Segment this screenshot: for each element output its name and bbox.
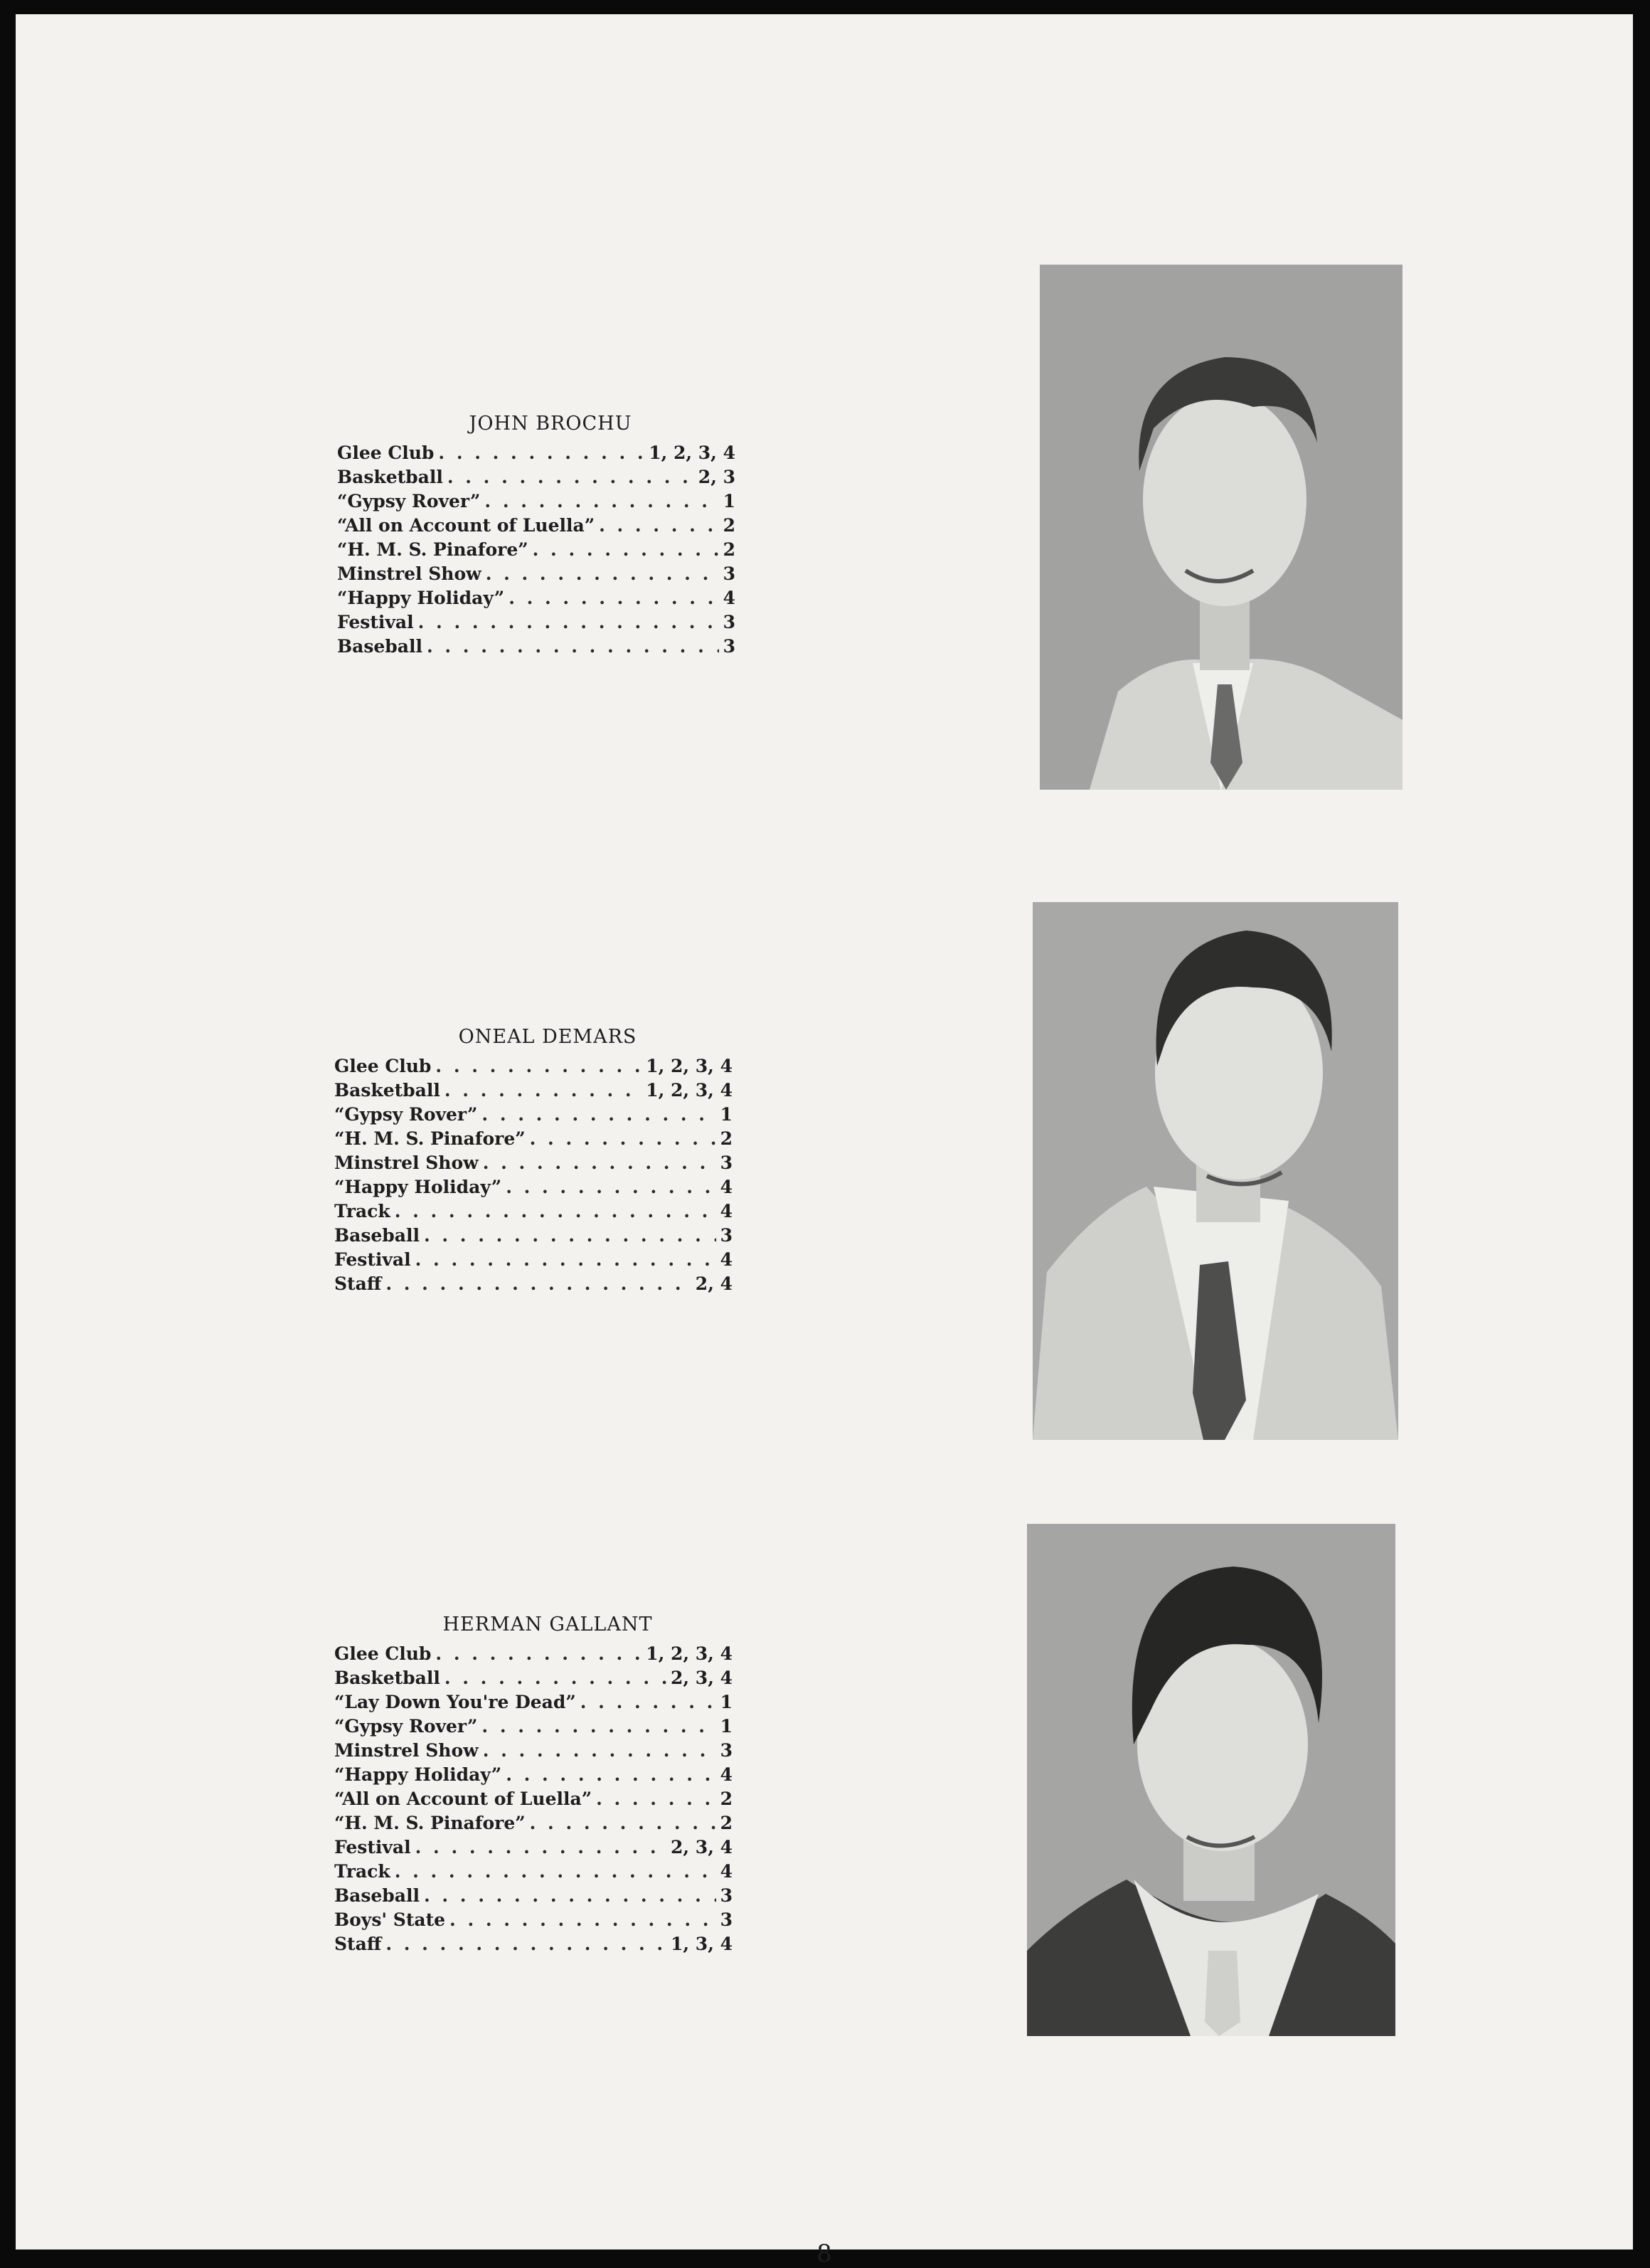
dot-leader (506, 1175, 715, 1199)
activity-years: 2, 3, 4 (671, 1668, 733, 1688)
activity-name: Festival (334, 1837, 411, 1858)
dot-leader (449, 1908, 716, 1932)
activity-years: 1 (720, 1716, 733, 1737)
dot-leader (435, 1642, 642, 1666)
activity-name: Staff (334, 1934, 382, 1954)
activity-years: 3 (720, 1909, 733, 1930)
activity-name: Track (334, 1861, 390, 1882)
activity-years: 2 (720, 1789, 733, 1809)
activity-years: 4 (720, 1249, 733, 1270)
dot-leader (418, 610, 719, 635)
dot-leader (435, 1054, 642, 1079)
activity-years: 1, 2, 3, 4 (649, 443, 735, 463)
dot-leader (481, 1715, 715, 1739)
dot-leader (530, 1127, 716, 1151)
dot-leader (486, 562, 719, 586)
activity-years: 2 (723, 515, 735, 536)
activity-name: Minstrel Show (337, 563, 481, 584)
activity-name: Minstrel Show (334, 1152, 479, 1173)
activity-name: “H. M. S. Pinafore” (337, 539, 528, 560)
activity-years: 3 (720, 1740, 733, 1761)
dot-leader (596, 1787, 716, 1811)
activity-years: 2 (720, 1813, 733, 1833)
activity-name: Minstrel Show (334, 1740, 479, 1761)
activity-years: 4 (720, 1764, 733, 1785)
portrait-silhouette-icon (1027, 1524, 1395, 2036)
activity-years: 2, 3 (698, 467, 735, 487)
activity-row (334, 1666, 733, 1690)
activity-row (334, 1151, 733, 1175)
activity-list (334, 1054, 733, 1296)
student-entry-oneal-demars (334, 1024, 761, 1296)
activity-name: “Happy Holiday” (334, 1177, 502, 1197)
activity-row (334, 1884, 733, 1908)
activity-row (334, 1932, 733, 1956)
dot-leader (424, 1884, 716, 1908)
activity-name: “H. M. S. Pinafore” (334, 1813, 526, 1833)
portrait-silhouette-icon (1040, 265, 1402, 790)
dot-leader (395, 1199, 716, 1224)
activity-name: Staff (334, 1273, 382, 1294)
activity-years: 2, 3, 4 (671, 1837, 733, 1858)
activity-name: Baseball (334, 1885, 420, 1906)
activity-row (334, 1199, 733, 1224)
dot-leader (483, 1739, 716, 1763)
dot-leader (385, 1932, 666, 1956)
activity-name: Boys' State (334, 1909, 446, 1930)
dot-leader (599, 514, 719, 538)
dot-leader (415, 1248, 716, 1272)
activity-row (337, 610, 735, 635)
activity-name: “Happy Holiday” (334, 1764, 502, 1785)
dot-leader (481, 1103, 715, 1127)
activity-row (334, 1079, 733, 1103)
dot-leader (509, 586, 718, 610)
dot-leader (385, 1272, 691, 1296)
activity-row (337, 538, 735, 562)
dot-leader (395, 1860, 716, 1884)
activity-name: Baseball (337, 636, 422, 657)
activity-years: 1 (723, 491, 735, 512)
activity-name: Festival (334, 1249, 411, 1270)
activity-years: 2, 4 (695, 1273, 733, 1294)
activity-years: 1 (720, 1692, 733, 1712)
activity-years: 3 (720, 1885, 733, 1906)
activity-name: “Gypsy Rover” (334, 1716, 478, 1737)
activity-row (334, 1690, 733, 1715)
activity-years: 1, 2, 3, 4 (646, 1080, 733, 1101)
activity-row (337, 635, 735, 659)
dot-leader (484, 489, 718, 514)
dot-leader (445, 1079, 642, 1103)
activity-name: Basketball (334, 1668, 440, 1688)
activity-name: “H. M. S. Pinafore” (334, 1128, 526, 1149)
activity-row (337, 562, 735, 586)
activity-years: 3 (720, 1225, 733, 1246)
dot-leader (580, 1690, 716, 1715)
activity-row (334, 1739, 733, 1763)
activity-years: 3 (723, 612, 735, 632)
activity-name: Track (334, 1201, 390, 1222)
dot-leader (483, 1151, 716, 1175)
dot-leader (506, 1763, 715, 1787)
activity-years: 1, 2, 3, 4 (646, 1056, 733, 1076)
activity-row (337, 441, 735, 465)
activity-name: “Lay Down You're Dead” (334, 1692, 576, 1712)
student-name: HERMAN GALLANT (442, 1613, 653, 1636)
activity-row (337, 514, 735, 538)
activity-years: 1 (720, 1104, 733, 1125)
dot-leader (438, 441, 644, 465)
activity-name: “All on Account of Luella” (337, 515, 595, 536)
student-entry-john-brochu (337, 411, 764, 659)
dot-leader (447, 465, 694, 489)
activity-row (334, 1272, 733, 1296)
activity-row (334, 1835, 733, 1860)
activity-years: 1, 2, 3, 4 (646, 1643, 733, 1664)
dot-leader (533, 538, 719, 562)
activity-years: 1, 3, 4 (671, 1934, 733, 1954)
activity-row (334, 1054, 733, 1079)
portrait-photo-john-brochu (1040, 265, 1402, 790)
activity-row (334, 1224, 733, 1248)
activity-row (334, 1248, 733, 1272)
activity-name: Glee Club (334, 1643, 432, 1664)
activity-name: Basketball (337, 467, 443, 487)
activity-name: Basketball (334, 1080, 440, 1101)
activity-row (334, 1787, 733, 1811)
dot-leader (424, 1224, 716, 1248)
activity-years: 3 (720, 1152, 733, 1173)
activity-row (334, 1103, 733, 1127)
activity-years: 3 (723, 563, 735, 584)
activity-name: “All on Account of Luella” (334, 1789, 592, 1809)
activity-row (334, 1127, 733, 1151)
portrait-photo-oneal-demars (1033, 902, 1398, 1440)
activity-years: 3 (723, 636, 735, 657)
activity-row (334, 1860, 733, 1884)
activity-row (334, 1642, 733, 1666)
activity-name: “Gypsy Rover” (334, 1104, 478, 1125)
activity-row (334, 1763, 733, 1787)
activity-name: Glee Club (334, 1056, 432, 1076)
page-number: 8 (816, 2240, 832, 2268)
activity-row (337, 489, 735, 514)
activity-years: 4 (720, 1177, 733, 1197)
student-name: ONEAL DEMARS (458, 1026, 637, 1048)
dot-leader (530, 1811, 716, 1835)
yearbook-page (16, 14, 1633, 2268)
activity-years: 4 (723, 588, 735, 608)
activity-years: 4 (720, 1861, 733, 1882)
activity-row (334, 1175, 733, 1199)
activity-name: Festival (337, 612, 414, 632)
portrait-photo-herman-gallant (1027, 1524, 1395, 2036)
activity-name: “Gypsy Rover” (337, 491, 481, 512)
dot-leader (445, 1666, 666, 1690)
activity-list (337, 441, 735, 659)
activity-row (334, 1908, 733, 1932)
activity-row (334, 1715, 733, 1739)
activity-years: 2 (720, 1128, 733, 1149)
activity-row (334, 1811, 733, 1835)
activity-name: Glee Club (337, 443, 435, 463)
activity-name: “Happy Holiday” (337, 588, 505, 608)
activity-row (337, 586, 735, 610)
activity-years: 4 (720, 1201, 733, 1222)
activity-years: 2 (723, 539, 735, 560)
activity-row (337, 465, 735, 489)
activity-name: Baseball (334, 1225, 420, 1246)
dot-leader (427, 635, 719, 659)
student-entry-herman-gallant (334, 1612, 761, 1956)
dot-leader (415, 1835, 666, 1860)
activity-list (334, 1642, 733, 1956)
student-name: JOHN BROCHU (469, 413, 632, 435)
portrait-silhouette-icon (1033, 902, 1398, 1440)
